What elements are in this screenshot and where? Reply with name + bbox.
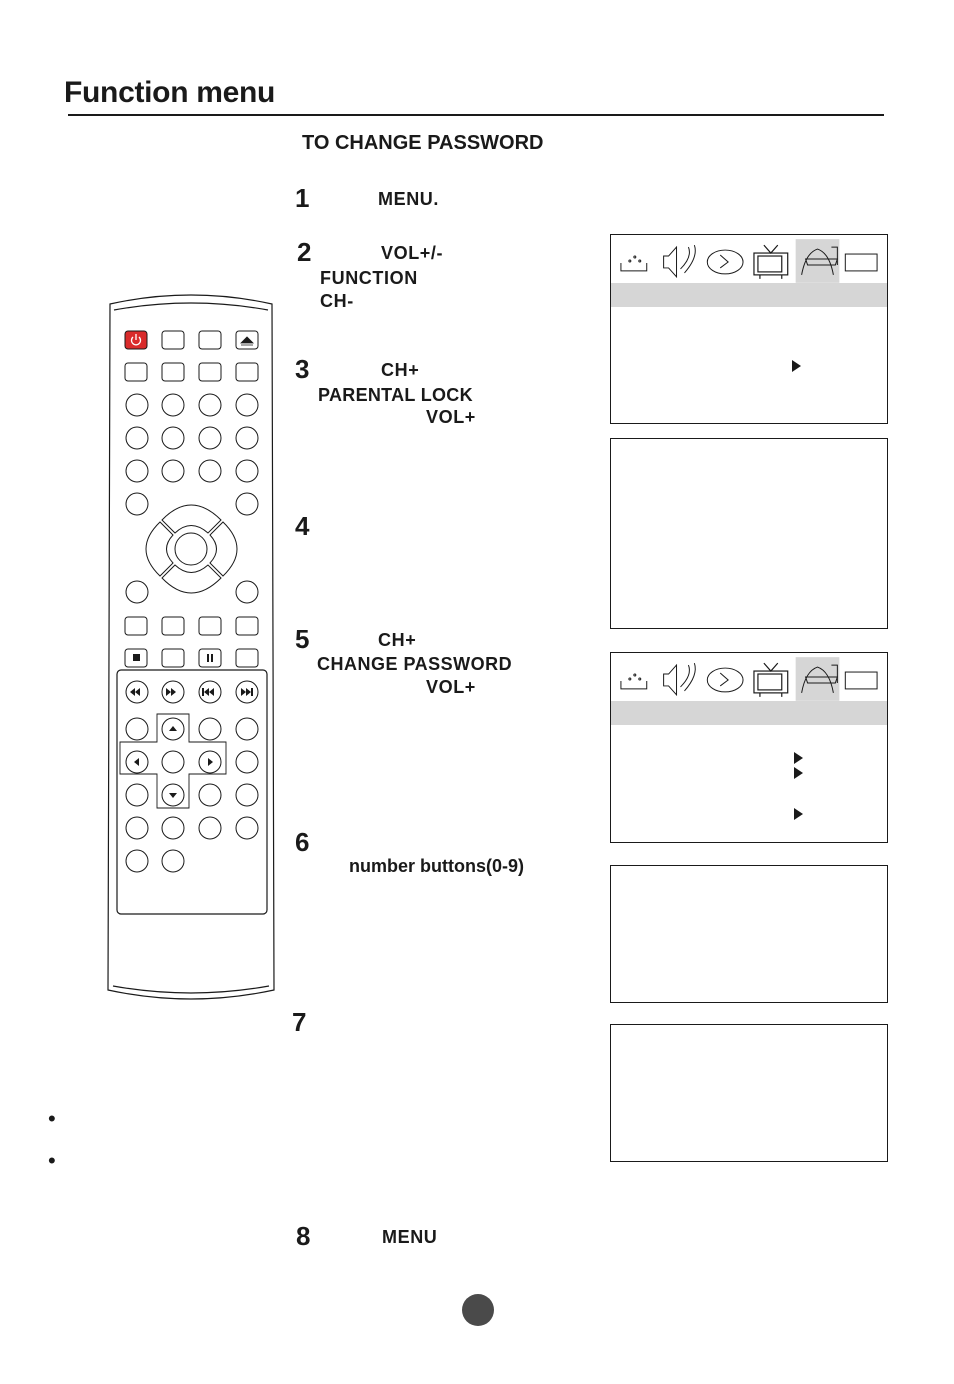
remote-button[interactable] <box>162 817 184 839</box>
remote-button[interactable] <box>162 617 184 635</box>
osd-new-password-screen <box>610 865 888 1003</box>
tv-icon <box>754 245 788 279</box>
remote-button[interactable] <box>162 363 184 381</box>
picture-icon <box>621 674 647 689</box>
number-button[interactable] <box>236 493 258 515</box>
remote-button[interactable] <box>162 331 184 349</box>
osd-password-prompt-screen <box>610 438 888 629</box>
step-3-parental-lock-label: PARENTAL LOCK <box>318 385 473 405</box>
step-6-number-buttons-label: number buttons(0-9) <box>349 856 524 876</box>
step-1-number: 1 <box>295 183 310 213</box>
title-rule <box>68 114 884 116</box>
page-number-badge <box>462 1294 494 1326</box>
step-7-number: 7 <box>292 1007 307 1037</box>
remote-button[interactable] <box>236 581 258 603</box>
number-button[interactable] <box>236 460 258 482</box>
step-8-number: 8 <box>296 1221 311 1251</box>
remote-button[interactable] <box>236 649 258 667</box>
remote-button[interactable] <box>199 817 221 839</box>
remote-button[interactable] <box>126 581 148 603</box>
number-button[interactable] <box>236 394 258 416</box>
remote-button[interactable] <box>236 363 258 381</box>
step-5-change-password-label: CHANGE PASSWORD <box>317 654 513 674</box>
remote-button[interactable] <box>162 649 184 667</box>
number-button[interactable] <box>162 460 184 482</box>
number-button[interactable] <box>126 493 148 515</box>
step-5-vol-label: VOL+ <box>426 677 476 697</box>
submenu-arrow <box>794 767 803 779</box>
step-6-number: 6 <box>295 827 310 857</box>
stop-icon <box>133 654 140 661</box>
remote-button[interactable] <box>199 331 221 349</box>
number-button[interactable] <box>199 460 221 482</box>
remote-button[interactable] <box>199 784 221 806</box>
osd-parental-lock-screen <box>610 652 888 843</box>
osd-menu-bar <box>611 283 887 307</box>
clock-icon <box>707 250 743 274</box>
submenu-arrow <box>794 752 803 764</box>
step-5-number: 5 <box>295 624 310 654</box>
remote-button[interactable] <box>125 617 147 635</box>
nav-ok-button[interactable] <box>175 533 207 565</box>
step-5-ch-label: CH+ <box>378 630 417 650</box>
page-title: Function menu <box>64 76 276 109</box>
step-2-function-label: FUNCTION <box>320 268 418 288</box>
number-button[interactable] <box>126 460 148 482</box>
step-3-vol-label: VOL+ <box>426 407 476 427</box>
section-subtitle: TO CHANGE PASSWORD <box>302 132 544 154</box>
remote-button[interactable] <box>162 751 184 773</box>
number-button[interactable] <box>199 427 221 449</box>
osd-menu-bar <box>611 701 887 725</box>
function-tab-highlight <box>796 657 840 701</box>
step-2-number: 2 <box>297 237 312 267</box>
blank-tab-icon <box>845 254 877 271</box>
step-3-number: 3 <box>295 354 310 384</box>
osd-function-menu-screen <box>610 234 888 424</box>
pause-button[interactable] <box>199 649 221 667</box>
bullet-2: • <box>48 1148 56 1173</box>
sound-icon <box>664 245 696 277</box>
remote-button[interactable] <box>126 784 148 806</box>
tv-icon <box>754 663 788 697</box>
bullet-1: • <box>48 1106 56 1131</box>
number-button[interactable] <box>162 394 184 416</box>
submenu-arrow <box>794 808 803 820</box>
clock-icon <box>707 668 743 692</box>
remote-button[interactable] <box>236 617 258 635</box>
remote-button[interactable] <box>236 718 258 740</box>
remote-button[interactable] <box>199 617 221 635</box>
remote-button[interactable] <box>126 718 148 740</box>
number-button[interactable] <box>162 427 184 449</box>
number-button[interactable] <box>236 427 258 449</box>
remote-button[interactable] <box>126 850 148 872</box>
step-2-ch-label: CH- <box>320 291 354 311</box>
osd-icon-tabs <box>611 235 887 283</box>
remote-button[interactable] <box>199 718 221 740</box>
remote-button[interactable] <box>236 817 258 839</box>
number-button[interactable] <box>126 427 148 449</box>
step-8-menu-label: MENU <box>382 1227 438 1247</box>
step-2-vol-label: VOL+/- <box>381 243 444 263</box>
remote-button[interactable] <box>162 850 184 872</box>
step-1-menu-label: MENU. <box>378 189 439 209</box>
sound-icon <box>664 663 696 695</box>
osd-confirm-password-screen <box>610 1024 888 1162</box>
remote-button[interactable] <box>125 363 147 381</box>
remote-button[interactable] <box>236 784 258 806</box>
step-3-ch-label: CH+ <box>381 360 420 380</box>
function-tab-highlight <box>796 239 840 283</box>
number-button[interactable] <box>126 394 148 416</box>
blank-tab-icon <box>845 672 877 689</box>
osd-icon-tabs <box>611 653 887 701</box>
submenu-arrow <box>792 360 801 372</box>
remote-button[interactable] <box>199 363 221 381</box>
step-4-number: 4 <box>295 511 310 541</box>
number-button[interactable] <box>199 394 221 416</box>
remote-button[interactable] <box>126 817 148 839</box>
remote-button[interactable] <box>236 751 258 773</box>
picture-icon <box>621 256 647 271</box>
remote-control <box>100 290 282 1014</box>
